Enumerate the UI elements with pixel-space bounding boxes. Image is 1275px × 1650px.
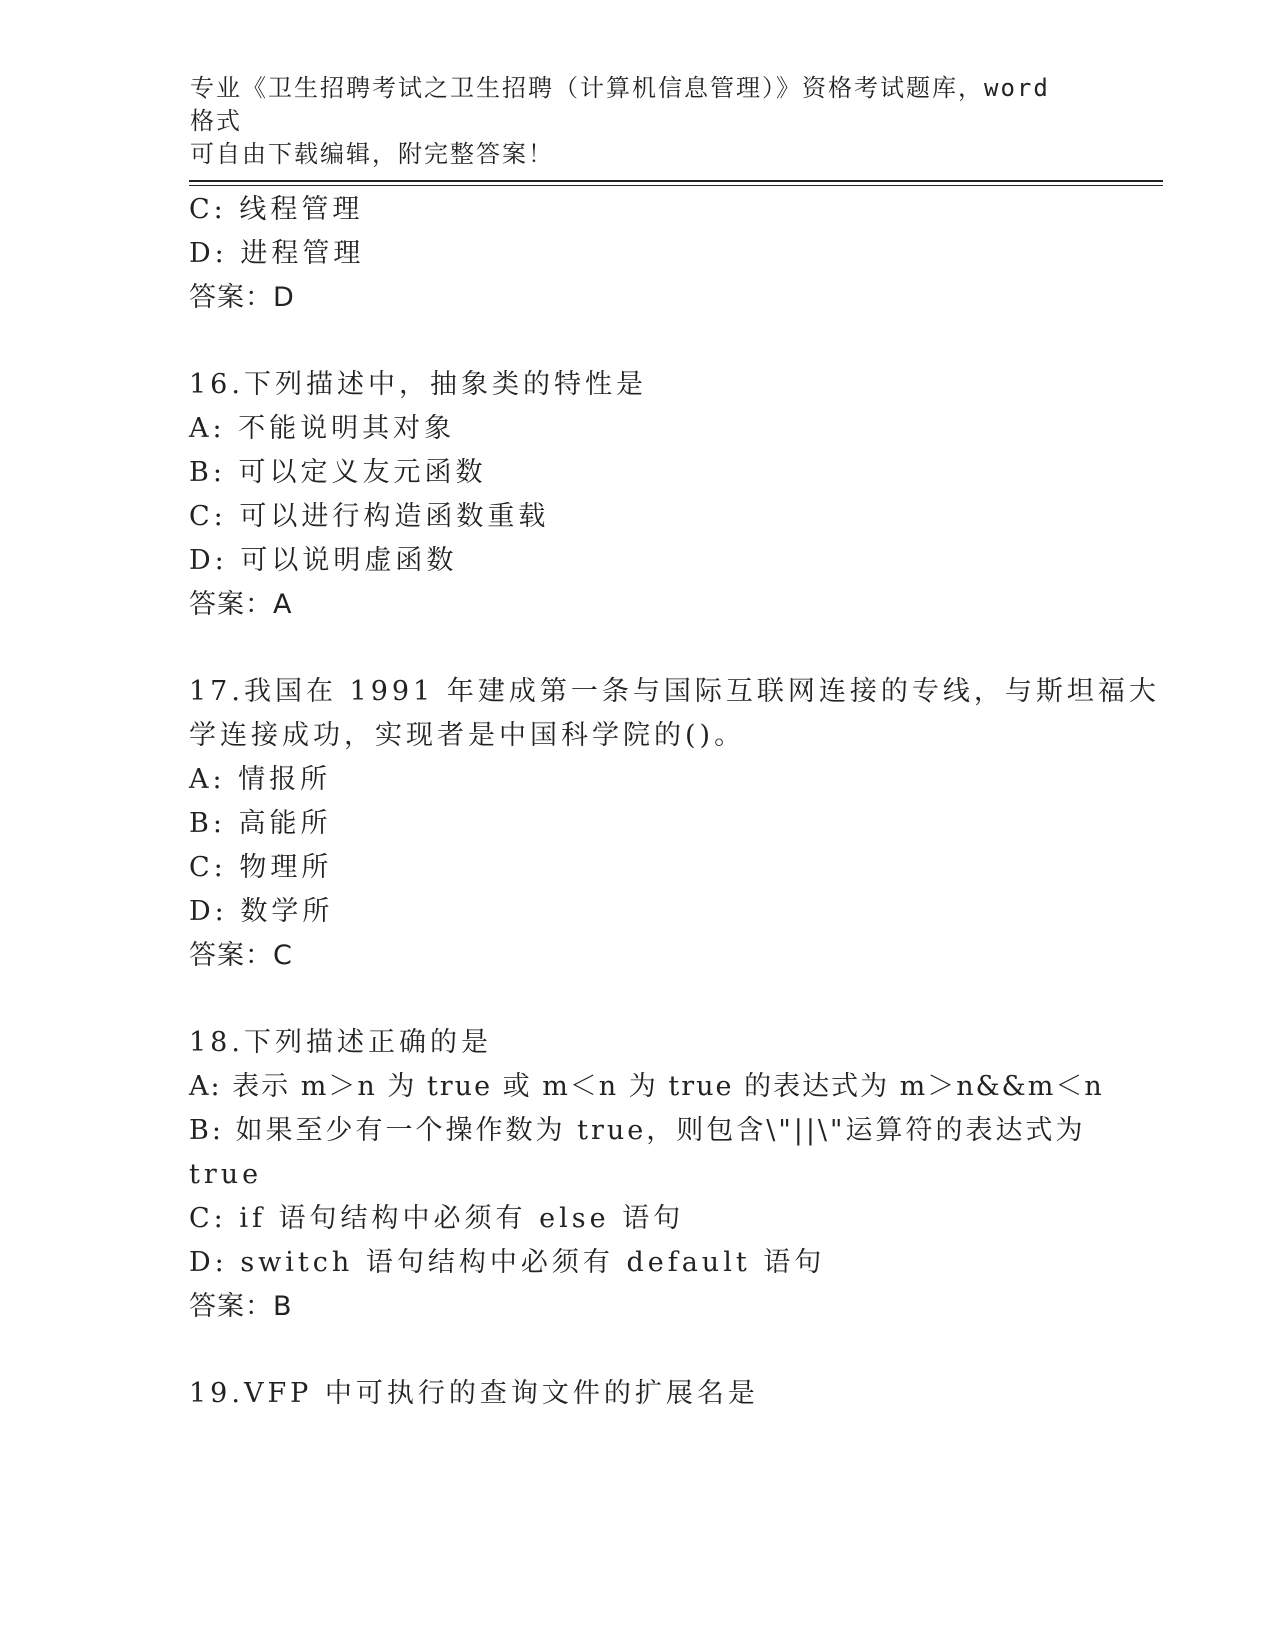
q18-question: 18.下列描述正确的是 (189, 1027, 492, 1058)
q15-answer: 答案：D (189, 282, 295, 313)
q16-question: 16.下列描述中，抽象类的特性是 (189, 369, 647, 400)
header-divider-bottom (189, 185, 1163, 186)
header-line-1: 专业《卫生招聘考试之卫生招聘（计算机信息管理）》资格考试题库，word 格式 (190, 74, 1050, 135)
q16-option-d: D: 可以说明虚函数 (189, 545, 458, 576)
q18-option-b-line-1: B: 如果至少有一个操作数为 true，则包含\"||\"运算符的表达式为 (189, 1115, 1086, 1146)
q17-answer: 答案：C (189, 940, 293, 971)
q18-option-c: C: if 语句结构中必须有 else 语句 (189, 1203, 685, 1234)
q18-option-d: D: switch 语句结构中必须有 default 语句 (189, 1247, 826, 1278)
q18-answer: 答案：B (189, 1291, 293, 1322)
q19-question: 19.VFP 中可执行的查询文件的扩展名是 (189, 1378, 759, 1409)
q17-option-a: A: 情报所 (189, 764, 332, 795)
header-divider-top (189, 180, 1163, 182)
q17-option-b: B: 高能所 (189, 808, 332, 839)
q15-option-d: D: 进程管理 (189, 238, 365, 269)
document-header (190, 72, 1090, 171)
header-line-2: 可自由下载编辑，附完整答案！ (190, 140, 554, 168)
q16-option-a: A: 不能说明其对象 (189, 413, 456, 444)
q16-option-b: B: 可以定义友元函数 (189, 457, 487, 488)
q17-option-d: D: 数学所 (189, 896, 334, 927)
q18-option-a: A: 表示 m＞n 为 true 或 m＜n 为 true 的表达式为 m＞n&&m＜n (189, 1071, 1104, 1102)
q17-question-line-2: 学连接成功，实现者是中国科学院的()。 (189, 720, 746, 751)
q15-option-c: C: 线程管理 (189, 194, 364, 225)
q16-answer: 答案：A (189, 589, 293, 620)
q17-question-line-1: 17.我国在 1991 年建成第一条与国际互联网连接的专线，与斯坦福大 (189, 676, 1160, 707)
q16-option-c: C: 可以进行构造函数重载 (189, 501, 550, 532)
q17-option-c: C: 物理所 (189, 852, 333, 883)
q18-option-b-line-2: true (189, 1159, 263, 1190)
